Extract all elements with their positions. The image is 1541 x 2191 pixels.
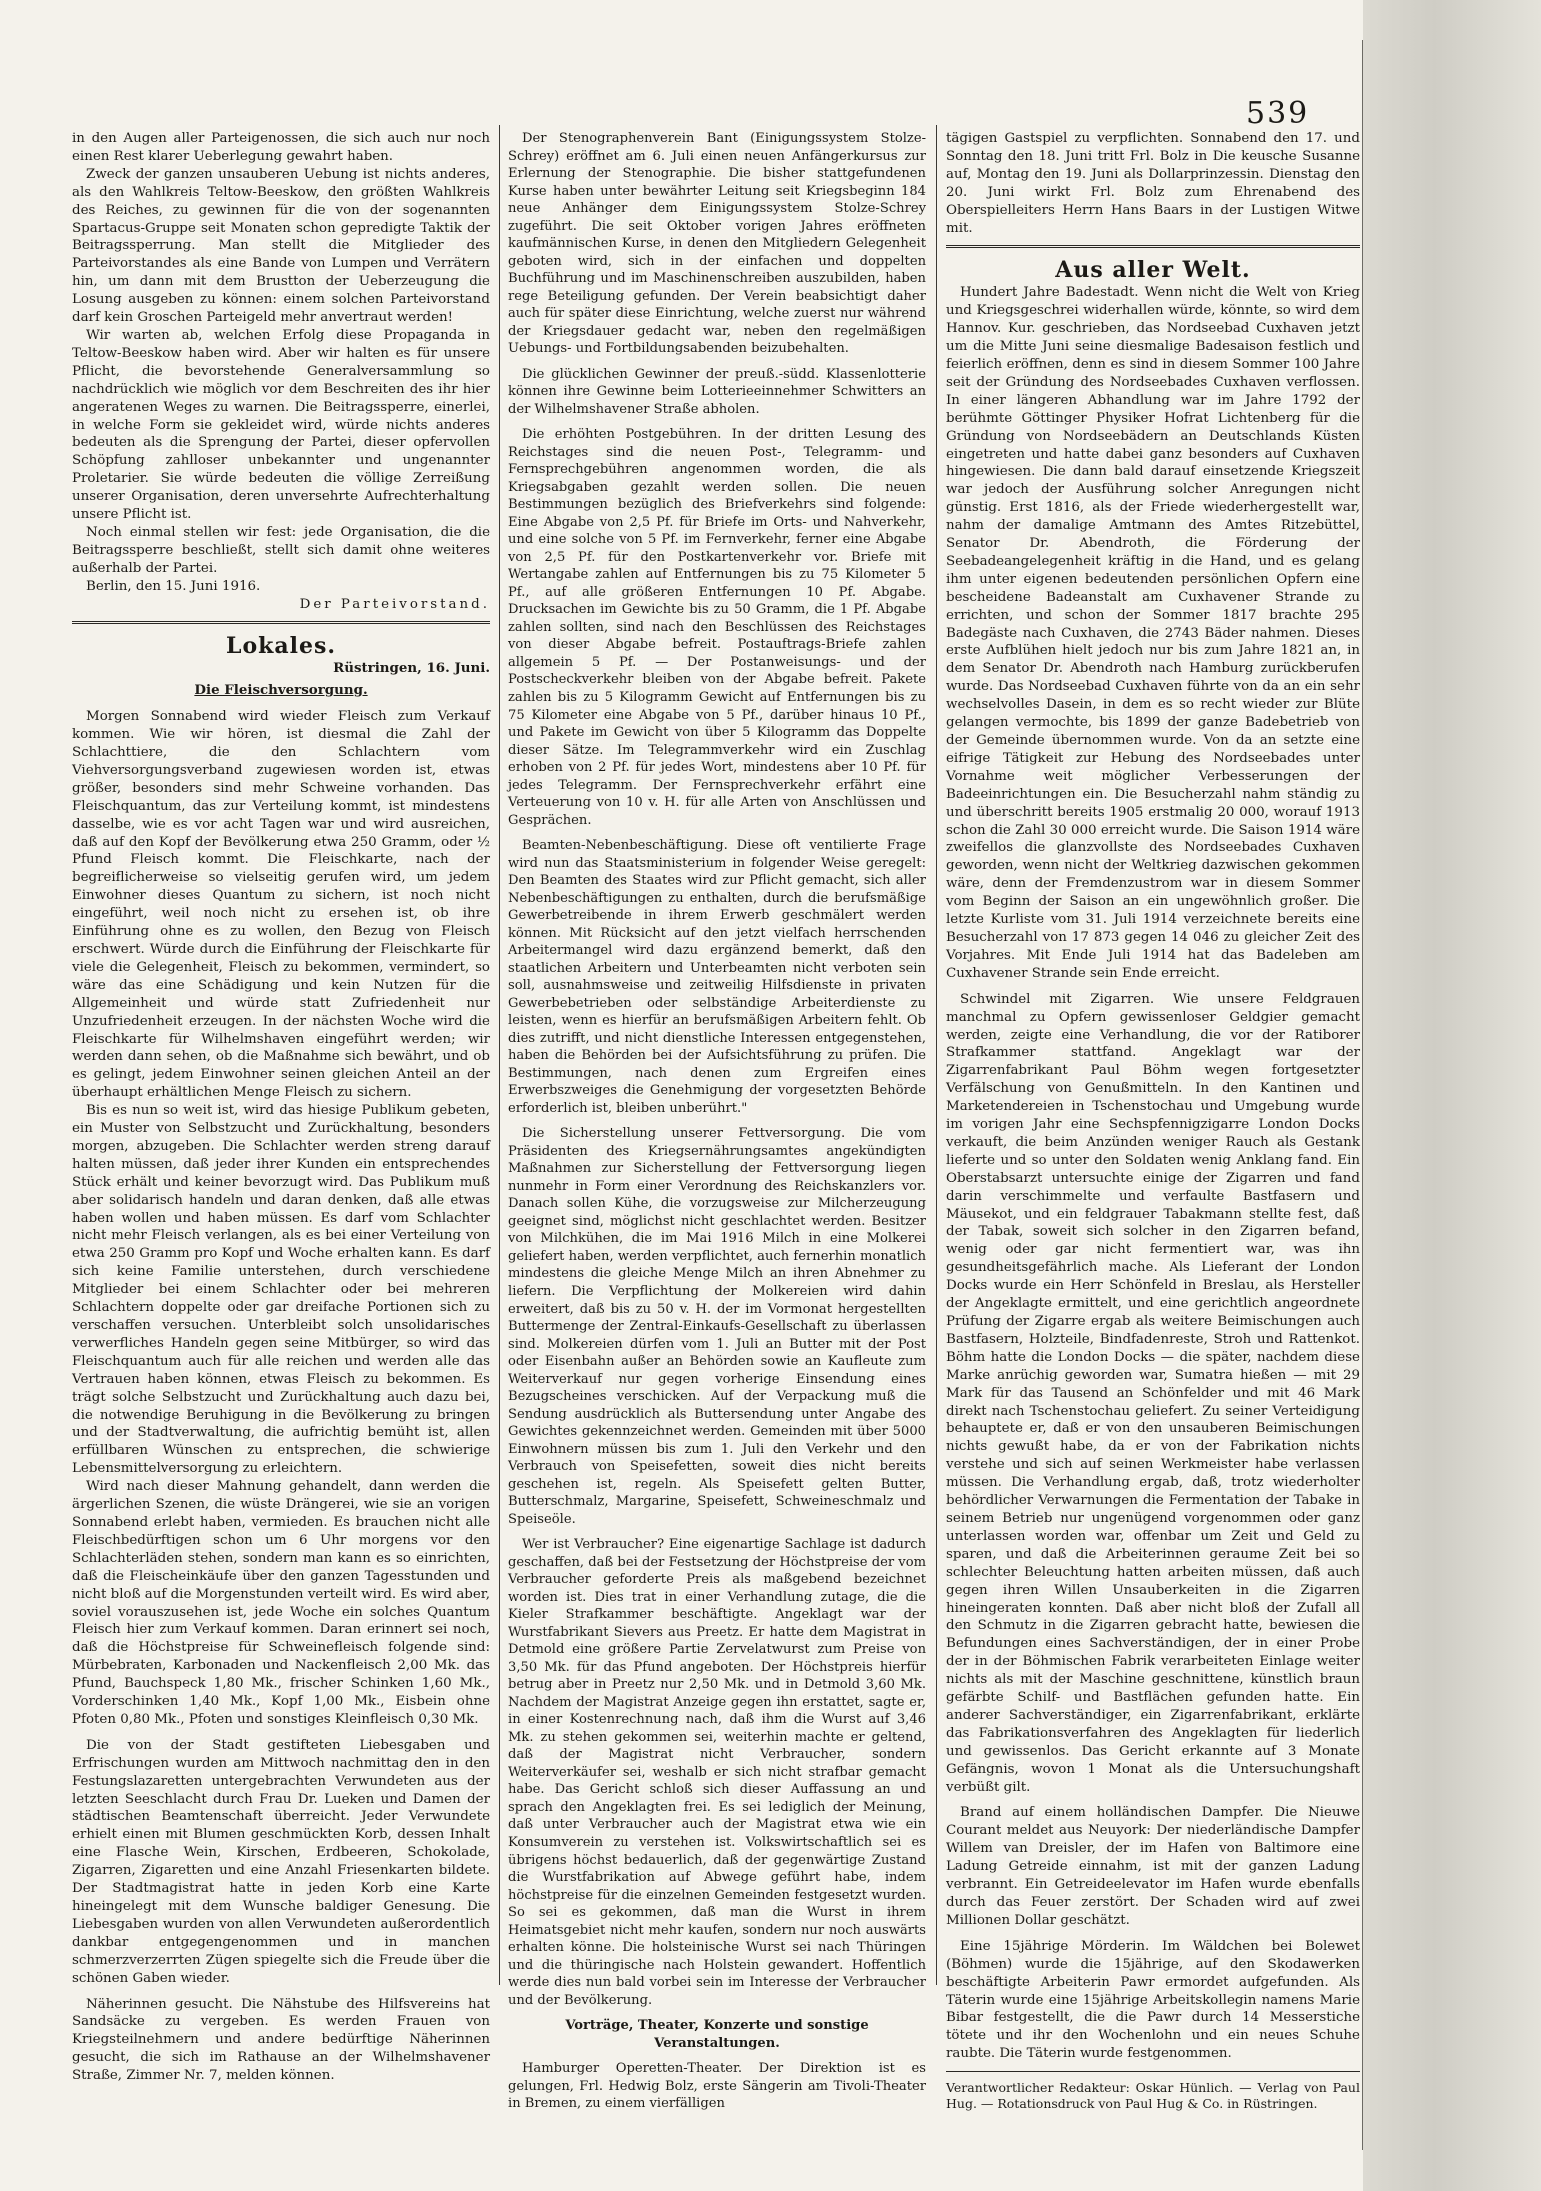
article-text: Beamten-Nebenbeschäftigung. Diese oft ventilierte Frage wird nun das Staatsministerium in folgender Weise geregelt: Den Beamten des Staates wird zur Pflicht gemacht, sich aller Nebenbeschäftigungen zu enthalten, durch die berufsmäßige Gewerbetreibende in ihrem Erwerb geschmälert werden können. Mit Rücksicht auf den jetzt vielfach herrschenden Arbeitermangel wird dazu ergänzend bemerkt, daß den staatlichen Arbeitern und Unterbeamten nicht verboten sein soll, ausnahmsweise und zeitweilig Hilfsdienste in privaten Gewerbebetrieben oder selbständige Arbeiterdienste zu leisten, wenn es hierfür an berufsmäßigen Arbeitern fehlt. Ob dies zutrifft, und nicht dienstliche Interessen entgegenstehen, haben die Behörden bei der Aufsichtsführung zu prüfen. Die Bestimmungen, nach denen zum Ergreifen eines Erwerbszweiges die Genehmigung der vorgesetzten Behörde erforderlich ist, bleiben unberührt." xyxy=(508,838,926,1116)
column-3 xyxy=(946,130,1360,2112)
article-text: Wird nach dieser Mahnung gehandelt, dann werden die ärgerlichen Szenen, die wüste Drängerei, wie sie an vorigen Sonnabend erlebt haben, vermieden. Es brauchen nicht alle Fleischbedürftigen schon um 6 Uhr morgens vor den Schlachterläden stehen, sondern man kann es so einrichten, daß die Fleischeinkäufe über den ganzen Tagesstunden und nicht bloß auf die Morgenstunden verteilt wird. Es wird aber, soviel vorauszusehen ist, jede Woche ein solches Quantum Fleisch hier zum Verkauf kommen. Daran erinnert sei noch, daß die Höchstpreise für Schweinefleisch folgende sind: Mürbebraten, Karbonaden und Nackenfleisch 2,00 Mk. das Pfund, Bauchspeck 1,80 Mk., frischer Schinken 1,60 Mk., Vorderschinken 1,40 Mk., Kopf 1,00 Mk., Eisbein ohne Pfoten 0,80 Mk., Pfoten und sonstiges Kleinfleisch 0,30 Mk. xyxy=(72,1479,490,1727)
column-rule-2 xyxy=(936,125,937,1985)
page-number: 539 xyxy=(1246,96,1310,131)
section-heading-events: Vorträge, Theater, Konzerte und sonstige Veranstaltungen. xyxy=(565,2018,869,2051)
article-text: tägigen Gastspiel zu verpflichten. Sonnabend den 17. und Sonntag den 18. Juni tritt Frl. Bolz in Die keusche Susanne auf, Montag den 19. Juni als Dollarprinzessin. Dienstag den 20. Juni wirkt Frl. Bolz zum Ehrenabend des Oberspielleiters Herrn Hans Baars in der Lustigen Witwe mit. xyxy=(946,131,1360,236)
column-2 xyxy=(508,130,926,2113)
dateline: Berlin, den 15. Juni 1916. xyxy=(86,578,261,594)
impressum: Verantwortlicher Redakteur: Oskar Hünlich. — Verlag von Paul Hug. — Rotationsdruck von Paul Hug & Co. in Rüstringen. xyxy=(946,2080,1360,2112)
divider xyxy=(946,2071,1360,2072)
article-text: Schwindel mit Zigarren. Wie unsere Feldgrauen manchmal zu Opfern gewissenloser Geldgier gemacht werden, zeigte eine Verhandlung, die vor der Ratiborer Strafkammer stattfand. Angeklagt war der Zigarrenfabrikant Paul Böhm wegen fortgesetzter Verfälschung von Genußmitteln. In den Kantinen und Marketendereien in Tschenstochau und Umgebung wurde im vorigen Jahr eine Sechspfennigzigarre London Docks verkauft, die beim Anzünden weniger Rauch als Gestank lieferte und so unter den Soldaten wenig Anklang fand. Ein Oberstabsarzt untersuchte einige der Zigarren und fand darin verschimmelte und verfaulte Bastfasern und Mäusekot, und ein feldgrauer Tabakmann stellte fest, daß der Tabak, soweit sich solcher in den Zigarren befand, wenig oder gar nicht fermentiert war, was ihn gesundheitsgefährlich mache. Als Lieferant der London Docks wurde ein Herr Schönfeld in Breslau, als Hersteller der Angeklagte ermittelt, und eine gerichtlich angeordnete Prüfung der Zigarre ergab als weitere Beimischungen auch Bastfasern, Holzteile, Bindfadenreste, Stroh und Rattenkot. Böhm hatte die London Docks — die später, nachdem diese Marke anrüchig geworden war, Sumatra hießen — mit 29 Mark für das Tausend an Schönfelder und mit 46 Mark direkt nach Tschenstochau geliefert. Zu seiner Verteidigung behauptete er, daß er von den unsauberen Beimischungen nichts gewußt habe, da er von der Fabrikation nichts verstehe und sich auf seinen Werkmeister habe verlassen müssen. Die Verhandlung ergab, daß, trotz wiederholter behördlicher Verwarnungen die Fermentation der Tabake in seinem Betrieb nur ungenügend vorgenommen oder ganz unterlassen worden war, offenbar um Zeit und Geld zu sparen, und daß die Arbeiterinnen geraume Zeit bei so schlechter Beleuchtung hatten arbeiten müssen, daß auch gegen ihren Willen Unsauberkeiten in die Zigarren hineingeraten konnten. Daß aber nicht bloß der Zufall all den Schmutz in die Zigarren gebracht hatte, bewiesen die Befundungen eines Sachverständigen, der in einer Probe der in der Böhmischen Fabrik verarbeiteten Einlage weiter nichts als mit der Maschine geschnittene, künstlich braun gefärbte Schilf- und Bastflächen gefunden hatte. Ein anderer Sachverständiger, ein Zigarrenfabrikant, erklärte das Fabrikationsverfahren des Angeklagten für liederlich und gewissenlos. Das Gericht erkannte auf 3 Monate Gefängnis, wovon 1 Monat als die Untersuchungshaft verbüßt gilt. xyxy=(946,991,1360,1795)
signature: Der Parteivorstand. xyxy=(299,596,490,612)
article-heading: Die Fleischversorgung. xyxy=(194,682,368,699)
article-text: Bis es nun so weit ist, wird das hiesige Publikum gebeten, ein Muster von Selbstzucht und Zurückhaltung, besonders morgen, abzugeben. Die Schlachter werden streng darauf halten müssen, daß jeder ihrer Kunden ein entsprechendes Stück erhält und keiner bevorzugt wird. Das Publikum muß aber solidarisch handeln und daran denken, daß alle etwas haben wollen und haben müssen. Es darf vom Schlachter nicht mehr Fleisch verlangen, als es bei einer Verteilung von etwa 250 Gramm pro Kopf und Woche erhalten kann. Es darf sich keine Familie unterstehen, durch verschiedene Mitglieder bei einem Schlachter oder bei mehreren Schlachtern doppelte oder gar dreifache Portionen sich zu verschaffen versuchen. Unterbleibt solch unsolidarisches verwerfliches Handeln gegen seine Mitbürger, so wird das Fleischquantum auch für alle reichen und werden alle das Vertrauen haben können, etwas Fleisch zu bekommen. Es trägt solche Selbstzucht und Zurückhaltung auch dazu bei, die notwendige Beruhigung in die Bevölkerung zu bringen und der Stadtverwaltung, die aufrichtig bemüht ist, allen erfüllbaren Wünschen zu entsprechen, die schwierige Lebensmittelversorgung zu erleichtern. xyxy=(72,1103,490,1477)
article-text: Die erhöhten Postgebühren. In der dritten Lesung des Reichstages sind die neuen Post-, Telegramm- und Fernsprechgebühren angenommen worden, die als Kriegsabgaben gezahlt werden sollen. Die neuen Bestimmungen bezüglich des Briefverkehrs sind folgende: Eine Abgabe von 2,5 Pf. für Briefe im Orts- und Nahverkehr, und eine solche von 5 Pf. im Fernverkehr, ferner eine Abgabe von 2,5 Pf. für den Postkartenverkehr vor. Briefe mit Wertangabe zahlen auf Entfernungen bis zu 75 Kilometer 5 Pf., auf alle größeren Entfernungen 10 Pf. Abgabe. Drucksachen im Gewichte bis zu 50 Gramm, die 1 Pf. Abgabe zahlen sollten, sind nach den Beschlüssen des Reichstages von dieser Abgabe befreit. Postauftrags-Briefe zahlen allgemein 5 Pf. — Der Postanweisungs- und der Postscheckverkehr bleiben von der Abgabe befreit. Pakete zahlen bis zu 5 Kilogramm Gewicht auf Entfernungen bis zu 75 Kilometer eine Abgabe von 5 Pf., darüber hinaus 10 Pf., und Pakete im Gewicht von über 5 Kilogramm das Doppelte dieser Sätze. Im Telegrammverkehr wird ein Zuschlag erhoben von 2 Pf. für jedes Wort, mindestens aber 10 Pf. für jedes Telegramm. Der Fernsprechverkehr erfährt eine Verteuerung von 10 v. H. für alle Arten von Anschlüssen und Gesprächen. xyxy=(508,427,926,828)
article-text: Hundert Jahre Badestadt. Wenn nicht die Welt von Krieg und Kriegsgeschrei widerhallen würde, könnte, so wird dem Hannov. Kur. geschrieben, das Nordseebad Cuxhaven jetzt um die Mitte Juni seine diesmalige Badesaison festlich und feierlich eröffnen, denn es sind in diesem Sommer 100 Jahre seit der Gründung des Nordseebades Cuxhaven verflossen. In einer längeren Abhandlung war im Jahre 1792 der berühmte Göttinger Physiker Hofrat Lichtenberg für die Gründung von Nordseebädern an Deutschlands Küsten eingetreten und hatte dabei ganz besonders auf Cuxhaven hingewiesen. Die dann bald darauf einsetzende Kriegszeit war jedoch der Ausführung solcher Anregungen nicht günstig. Erst 1816, als der Friede wiederhergestellt war, nahm der damalige Amtmann des Amtes Ritzebüttel, Senator Dr. Abendroth, die Förderung der Seebadeangelegenheit kräftig in die Hand, und es gelang ihm unter eigenen bedeutenden persönlichen Opfern eine bescheidene Badeanstalt am Cuxhavener Strande zu errichten, und schon der Sommer 1817 brachte 295 Badegäste nach Cuxhaven, die 2743 Bäder nahmen. Dieses erste Aufblühen hielt jedoch nur bis zum Jahre 1821 an, in dem Senator Dr. Abendroth nach Hamburg zurückberufen wurde. Das Nordseebad Cuxhaven führte von da an ein sehr wechselvolles Dasein, in dem es so recht wieder zur Blüte gelangen vermochte, bis 1899 der ganze Badebetrieb von der Gemeinde übernommen wurde. Von da an setzte eine eifrige Tätigkeit zur Hebung des Nordseebades unter Vornahme weit möglicher Verbesserungen der Badeeinrichtungen ein. Die Besucherzahl nahm ständig zu und überschritt bereits 1905 erstmalig 20 000, worauf 1913 schon die Zahl 30 000 erreicht wurde. Die Saison 1914 wäre zweifellos die glanzvollste des Nordseebades Cuxhaven geworden, wenn nicht der Weltkrieg dazwischen gekommen wäre, denn der Fremdenzustrom war in diesem Sommer vom Beginn der Saison an ein ungewöhnlich großer. Die letzte Kurliste vom 31. Juli 1914 verzeichnete bereits eine Besucherzahl von 17 873 gegen 14 046 zu gleicher Zeit des Vorjahres. Mit Ende Juli 1914 hat das Badeleben am Cuxhavener Strande sein Ende erreicht. xyxy=(946,285,1360,981)
binding-margin xyxy=(1363,0,1541,2191)
article-text: Die glücklichen Gewinner der preuß.-südd. Klassenlotterie können ihre Gewinne beim Lotterieeinnehmer Schwitters an der Wilhelmshavener Straße abholen. xyxy=(508,366,926,417)
section-heading-lokales: Lokales. xyxy=(225,633,337,660)
place-date: Rüstringen, 16. Juni. xyxy=(333,660,490,677)
article-text: Noch einmal stellen wir fest: jede Organisation, die die Beitragssperre beschließt, stellt sich damit ohne weiteres außerhalb der Partei. xyxy=(72,524,490,576)
article-text: Hamburger Operetten-Theater. Der Direktion ist es gelungen, Frl. Hedwig Bolz, erste Sängerin am Tivoli-Theater in Bremen, zu einem vierfälligen xyxy=(508,2061,926,2112)
article-text: Wir warten ab, welchen Erfolg diese Propaganda in Teltow-Beeskow haben wird. Aber wir halten es für unsere Pflicht, die bevorstehende Generalversammlung so nachdrücklich wie möglich vor dem Beschreiten des ihr hier angeratenen Weges zu warnen. Die Beitragssperre, einerlei, in welche Form sie gekleidet wird, würde nichts anderes bedeuten als die Sprengung der Partei, dieser opfervollen Schöpfung zahlloser unbekannter und ungenannter Proletarier. Sie würde bedeuten die völlige Zerreißung unserer Organisation, deren unversehrte Aufrechterhaltung unsere Pflicht ist. xyxy=(72,327,490,523)
article-text: Morgen Sonnabend wird wieder Fleisch zum Verkauf kommen. Wie wir hören, ist diesmal die Zahl der Schlachttiere, die den Schlachtern vom Viehversorgungsverband zugewiesen worden ist, etwas größer, besonders sind mehr Schweine vorhanden. Das Fleischquantum, das zur Verteilung kommt, ist mindestens dasselbe, wie es vor acht Tagen war und wird ausreichen, daß auf den Kopf der Bevölkerung etwa 250 Gramm, oder ½ Pfund Fleisch kommt. Die Fleischkarte, nach der begreiflicherweise so vielseitig gerufen wird, um jedem Einwohner dieses Quantum zu sichern, ist noch nicht eingeführt, weil noch nicht zu ersehen ist, ob ihre Einführung ohne es zu wollen, den Bezug von Fleisch erschwert. Würde durch die Einführung der Fleischkarte für viele die Gelegenheit, Fleisch zu bekommen, vermindert, so wäre das eine Schädigung und kein Nutzen für die Allgemeinheit und würde statt Zufriedenheit nur Unzufriedenheit erzeugen. In der nächsten Woche wird die Fleischkarte für Wilhelmshaven eingeführt werden; wir werden dann sehen, ob die Maßnahme sich bewährt, und ob es gelingt, jedem Einwohner seinen gleichen Anteil an der überhaupt erhältlichen Menge Fleisch zu sichern. xyxy=(72,709,490,1101)
section-heading-aus-aller-welt: Aus aller Welt. xyxy=(1055,257,1251,284)
article-text: Zweck der ganzen unsauberen Uebung ist nichts anderes, als den Wahlkreis Teltow-Beeskow, den größten Wahlkreis des Reiches, zu gewinnen für die von der sogenannten Spartacus-Gruppe seit Monaten schon gepredigte Taktik der Beitragssperrung. Man stellt die Mitglieder des Parteivorstandes als eine Bande von Lumpen und Verrätern hin, um dann mit dem Brustton der Ueberzeugung die Losung ausgeben zu können: einem solchen Parteivorstand darf kein Groschen Parteigeld mehr anvertraut werden! xyxy=(72,166,490,326)
article-text: Die Sicherstellung unserer Fettversorgung. Die vom Präsidenten des Kriegsernährungsamtes angekündigten Maßnahmen zur Sicherstellung der Fettversorgung liegen nunmehr in Form einer Verordnung des Reichskanzlers vor. Danach sollen Kühe, die vorzugsweise zur Milcherzeugung geeignet sind, möglichst nicht geschlachtet werden. Besitzer von Milchkühen, die im Mai 1916 Milch in eine Molkerei geliefert haben, werden verpflichtet, auch fernerhin monatlich mindestens die gleiche Menge Milch an ihren Abnehmer zu liefern. Die Verpflichtung der Molkereien wird dahin erweitert, daß bis zu 50 v. H. der im Vormonat hergestellten Buttermenge der Zentral-Einkaufs-Gesellschaft zu überlassen sind. Molkereien dürfen vom 1. Juli an Butter mit der Post oder Eisenbahn außer an Behörden sowie an Kaufleute zum Weiterverkauf nur gegen vorherige Einsendung eines Bezugscheines verschicken. Auf der Verpackung muß die Sendung ausdrücklich als Buttersendung unter Angabe des Gewichtes gekennzeichnet werden. Gemeinden mit über 5000 Einwohnern müssen bis zum 1. Juli den Verkehr und den Verbrauch von Speisefetten, soweit dies nicht bereits geschehen ist, regeln. Als Speisefett gelten Butter, Butterschmalz, Margarine, Speisefett, Schweineschmalz und Speiseöle. xyxy=(508,1126,926,1527)
article-text: Die von der Stadt gestifteten Liebesgaben und Erfrischungen wurden am Mittwoch nachmittag den in den Festungslazaretten untergebrachten Verwundeten aus der letzten Seeschlacht durch Frau Dr. Lueken und Damen der städtischen Beamtenschaft überreicht. Jeder Verwundete erhielt einen mit Blumen geschmückten Korb, dessen Inhalt eine Flasche Wein, Kirschen, Erdbeeren, Schokolade, Zigarren, Zigaretten und eine Anzahl Friesenkarten bildete. Der Stadtmagistrat hatte in jeden Korb eine Karte hineingelegt mit dem Wunsche baldiger Genesung. Die Liebesgaben wurden von allen Verwundeten außerordentlich dankbar entgegengenommen und in manchen schmerzverzerrten Zügen spiegelte sich die Freude über die schönen Gaben wieder. xyxy=(72,1737,490,1986)
article-text: Brand auf einem holländischen Dampfer. Die Nieuwe Courant meldet aus Neuyork: Der niederländische Dampfer Willem van Dreisler, der im Hafen von Baltimore eine Ladung Getreide einnahm, ist mit der ganzen Ladung verbrannt. Ein Getreideelevator im Hafen wurde ebenfalls durch das Feuer zerstört. Der Schaden wird auf zwei Millionen Dollar geschätzt. xyxy=(946,1805,1360,1928)
divider xyxy=(946,245,1360,248)
article-text: Wer ist Verbraucher? Eine eigenartige Sachlage ist dadurch geschaffen, daß bei der Festsetzung der Höchstpreise der vom Verbraucher geforderte Preis als maßgebend bezeichnet worden ist. Dies trat in einer Verhandlung zutage, die die Kieler Strafkammer beschäftigte. Angeklagt war der Wurstfabrikant Sievers aus Preetz. Er hatte dem Magistrat in Detmold eine größere Partie Zervelatwurst zum Preise von 3,50 Mk. für das Pfund angeboten. Der Höchstpreis hierfür betrug aber in Preetz nur 2,50 Mk. und in Detmold 3,60 Mk. Nachdem der Magistrat Anzeige gegen ihn erstattet, sagte er, in einer Kostenrechnung nach, daß ihm die Wurst auf 3,46 Mk. zu stehen gekommen sei, weiterhin machte er geltend, daß der Magistrat nicht Verbraucher, sondern Weiterverkäufer sei, weshalb er sich nicht strafbar gemacht habe. Das Gericht schloß sich dieser Auffassung an und sprach den Angeklagten frei. Es sei lediglich der Meinung, daß unter Verbraucher auch der Magistrat etwa wie ein Konsumverein zu verstehen ist. Volkswirtschaftlich sei es übrigens höchst bedauerlich, daß der gegenwärtige Zustand die Wurstfabrikation auf Abwege geführt habe, indem höchstpreise für die einzelnen Gemeinden festgesetzt wurden. So sei es gekommen, daß man die Wurst in ihrem Heimatsgebiet nicht mehr kaufen, sondern nur noch auswärts erhalten könne. Die holsteinische Wurst sei nach Thüringen und die thüringische nach Holstein gewandert. Hoffentlich werde dies nun bald vorbei sein im Interesse der Verbraucher und der Bevölkerung. xyxy=(508,1537,926,2008)
article-text: Der Stenographenverein Bant (Einigungssystem Stolze-Schrey) eröffnet am 6. Juli einen neuen Anfängerkursus zur Erlernung der Stenographie. Die bisher stattgefundenen Kurse haben unter bewährter Leitung seit Kriegsbeginn 184 neue Anhänger dem Einigungssystem Stolze-Schrey zugeführt. Die seit Oktober vorigen Jahres eröffneten kaufmännischen Kurse, in denen den Mitgliedern Gelegenheit geboten wird, sich in der einfachen und doppelten Buchführung und im Maschinenschreiben auszubilden, haben rege Beteiligung gefunden. Der Verein beabsichtigt daher auch für später diese Einrichtung, welche zuerst nur während der Kriegsdauer gedacht war, neben den regelmäßigen Uebungs- und Fortbildungsabenden beizubehalten. xyxy=(508,131,926,357)
divider xyxy=(72,621,490,624)
article-text: Näherinnen gesucht. Die Nähstube des Hilfsvereins hat Sandsäcke zu vergeben. Es werden Frauen von Kriegsteilnehmern und andere bedürftige Näherinnen gesucht, die sich im Rathause an der Wilhelmshavener Straße, Zimmer Nr. 7, melden können. xyxy=(72,1996,490,2084)
column-rule-1 xyxy=(499,125,500,1985)
article-text: in den Augen aller Parteigenossen, die sich auch nur noch einen Rest klarer Ueberlegung gewahrt haben. xyxy=(72,131,490,164)
article-text: Eine 15jährige Mörderin. Im Wäldchen bei Bolewet (Böhmen) wurde die 15jährige, auf den Skodawerken beschäftigte Arbeiterin Pawr ermordet aufgefunden. Als Täterin wurde eine 15jährige Arbeitskollegin namens Marie Bibar festgestellt, die die Pawr durch 14 Messerstiche tötete und ihr den Wochenlohn und ein neues Schuhe raubte. Die Täterin wurde festgenommen. xyxy=(946,1938,1360,2062)
column-1 xyxy=(72,130,490,2085)
